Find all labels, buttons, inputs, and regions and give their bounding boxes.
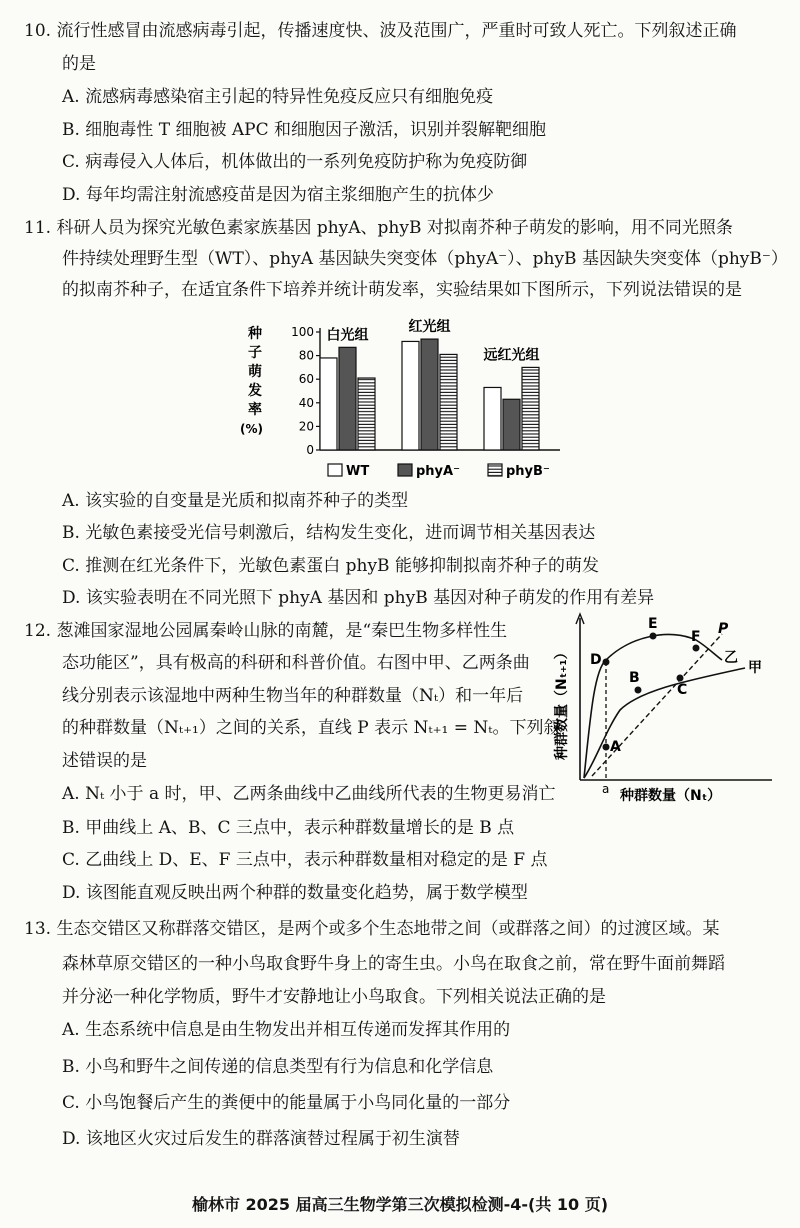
q10-option-a: A. 流感病毒感染宿主引起的特异性免疫反应只有细胞免疫 [62, 87, 494, 107]
q12-stem-line5: 述错误的是 [62, 751, 147, 771]
label-a-tick: a [602, 782, 610, 796]
q11-option-d: D. 该实验表明在不同光照下 phyA 基因和 phyB 基因对种子萌发的作用有差异 [62, 588, 655, 608]
page-footer: 榆林市 2025 届高三生物学第三次模拟检测-4-(共 10 页) [191, 1195, 609, 1214]
chart-ylabel-char: 发 [248, 383, 262, 399]
chart-ylabel-char: (%) [240, 422, 263, 436]
point-c [677, 675, 684, 682]
point-d [603, 659, 610, 666]
chart-bar [358, 378, 375, 450]
q11-stem-line3: 的拟南芥种子，在适宜条件下培养并统计萌发率，实验结果如下图所示，下列说法错误的是 [62, 280, 742, 300]
label-e-point: E [648, 616, 658, 632]
q12-stem-line3: 线分别表示该湿地中两种生物当年的种群数量（Nₜ）和一年后 [62, 686, 524, 706]
chart-ylabel-char: 种 [248, 326, 262, 342]
label-jia-curve: 甲 [748, 660, 762, 676]
chart-bar [484, 387, 501, 450]
chart-ytick-label: 40 [298, 395, 314, 410]
graph-ylabel: 种群数量（Nₜ₊₁） [554, 645, 570, 760]
q13-option-a: A. 生态系统中信息是由生物发出并相互传递而发挥其作用的 [62, 1020, 511, 1040]
chart-legend-label: WT [346, 464, 370, 479]
q13-stem-line3: 并分泌一种化学物质，野牛才安静地让小鸟取食。下列相关说法正确的是 [62, 987, 606, 1007]
q12-option-d: D. 该图能直观反映出两个种群的数量变化趋势，属于数学模型 [62, 883, 528, 903]
q11-option-c: C. 推测在红光条件下，光敏色素蛋白 phyB 能够抑制拟南芥种子的萌发 [62, 556, 599, 576]
chart-bar [402, 341, 419, 450]
chart-bar [320, 358, 337, 450]
label-c-point: C [677, 682, 688, 698]
chart-ylabel-char: 率 [248, 402, 262, 418]
point-e [650, 633, 657, 640]
q13-stem-line2: 森林草原交错区的一种小鸟取食野牛身上的寄生虫。小鸟在取食之前，常在野牛面前舞蹈 [62, 954, 725, 974]
label-b-point: B [629, 670, 640, 686]
chart-ytick-label: 60 [298, 372, 314, 387]
q12-option-a: A. Nₜ 小于 a 时，甲、乙两条曲线中乙曲线所代表的生物更易消亡 [62, 784, 556, 804]
chart-legend-label: phyB⁻ [506, 464, 550, 479]
q12-option-c: C. 乙曲线上 D、E、F 三点中，表示种群数量相对稳定的是 F 点 [62, 850, 548, 870]
q10-stem-line2: 的是 [62, 54, 96, 74]
chart-bar [421, 339, 438, 450]
q10-stem-line1: 10. 流行性感冒由流感病毒引起，传播速度快、波及范围广，严重时可致人死亡。下列叙述正确 [24, 21, 737, 41]
chart-bar [339, 347, 356, 450]
q12-stem-line4: 的种群数量（Nₜ₊₁）之间的关系，直线 P 表示 Nₜ₊₁ = Nₜ。下列叙 [62, 718, 561, 738]
q13-stem-line1: 13. 生态交错区又称群落交错区，是两个或多个生态地带之间（或群落之间）的过渡区域。某 [24, 919, 720, 939]
label-d-point: D [590, 652, 602, 668]
point-a [603, 744, 610, 751]
label-yi-curve: 乙 [724, 650, 738, 666]
graph-curve-jia [584, 668, 745, 778]
chart-yticks [291, 325, 320, 457]
point-b [635, 687, 642, 694]
q11-stem-line1: 11. 科研人员为探究光敏色素家族基因 phyA、phyB 对拟南芥种子萌发的影响，用不同光照条 [24, 218, 733, 238]
q11-option-a: A. 该实验的自变量是光质和拟南芥种子的类型 [62, 491, 409, 511]
chart-ylabel [240, 325, 263, 436]
q11-option-b: B. 光敏色素接受光信号刺激后，结构发生变化，进而调节相关基因表达 [62, 523, 596, 543]
chart-ylabel-char: 萌 [248, 364, 262, 380]
q10-option-d: D. 每年均需注射流感疫苗是因为宿主浆细胞产生的抗体少 [62, 185, 494, 205]
q12-stem-line1: 12. 葱滩国家湿地公园属秦岭山脉的南麓，是“秦巴生物多样性生 [24, 621, 508, 641]
chart-category-label: 红光组 [408, 319, 451, 336]
chart-ylabel-char: 子 [248, 345, 262, 361]
q13-option-c: C. 小鸟饱餐后产生的粪便中的能量属于小鸟同化量的一部分 [62, 1093, 511, 1113]
chart-legend-label: phyA⁻ [416, 464, 460, 479]
chart-legend-swatch [488, 464, 502, 476]
chart-legend [328, 464, 550, 479]
label-f-point: F [691, 629, 701, 645]
chart-category-label: 白光组 [326, 327, 369, 344]
chart-bar [503, 399, 520, 450]
q13-option-b: B. 小鸟和野牛之间传递的信息类型有行为信息和化学信息 [62, 1057, 494, 1077]
q12-option-b: B. 甲曲线上 A、B、C 三点中，表示种群数量增长的是 B 点 [62, 818, 515, 838]
label-p-line: P [718, 621, 729, 637]
point-f [693, 645, 700, 652]
chart-ytick-label: 80 [298, 348, 314, 363]
q10-option-b: B. 细胞毒性 T 细胞被 APC 和细胞因子激活，识别并裂解靶细胞 [62, 120, 546, 140]
label-a-point: A [610, 739, 621, 755]
chart-ytick-label: 20 [298, 419, 314, 434]
q10-option-c: C. 病毒侵入人体后，机体做出的一系列免疫防护称为免疫防御 [62, 152, 528, 172]
q13-option-d: D. 该地区火灾过后发生的群落演替过程属于初生演替 [62, 1129, 460, 1149]
chart-legend-swatch [398, 464, 412, 476]
population-graph [540, 610, 780, 810]
q12-stem-line2: 态功能区”，具有极高的科研和科普价值。右图中甲、乙两条曲 [62, 653, 530, 673]
q11-stem-line2: 件持续处理野生型（WT）、phyA 基因缺失突变体（phyA⁻）、phyB 基因缺失突变体（phyB⁻） [62, 249, 788, 269]
germination-bar-chart [240, 318, 570, 480]
chart-ytick-label: 100 [291, 325, 314, 339]
chart-ytick-label: 0 [306, 443, 314, 457]
chart-bar [522, 367, 539, 450]
graph-xlabel: 种群数量（Nₜ） [620, 788, 722, 804]
chart-category-label: 远红光组 [483, 347, 540, 364]
chart-legend-swatch [328, 464, 342, 476]
chart-bar [440, 354, 457, 450]
